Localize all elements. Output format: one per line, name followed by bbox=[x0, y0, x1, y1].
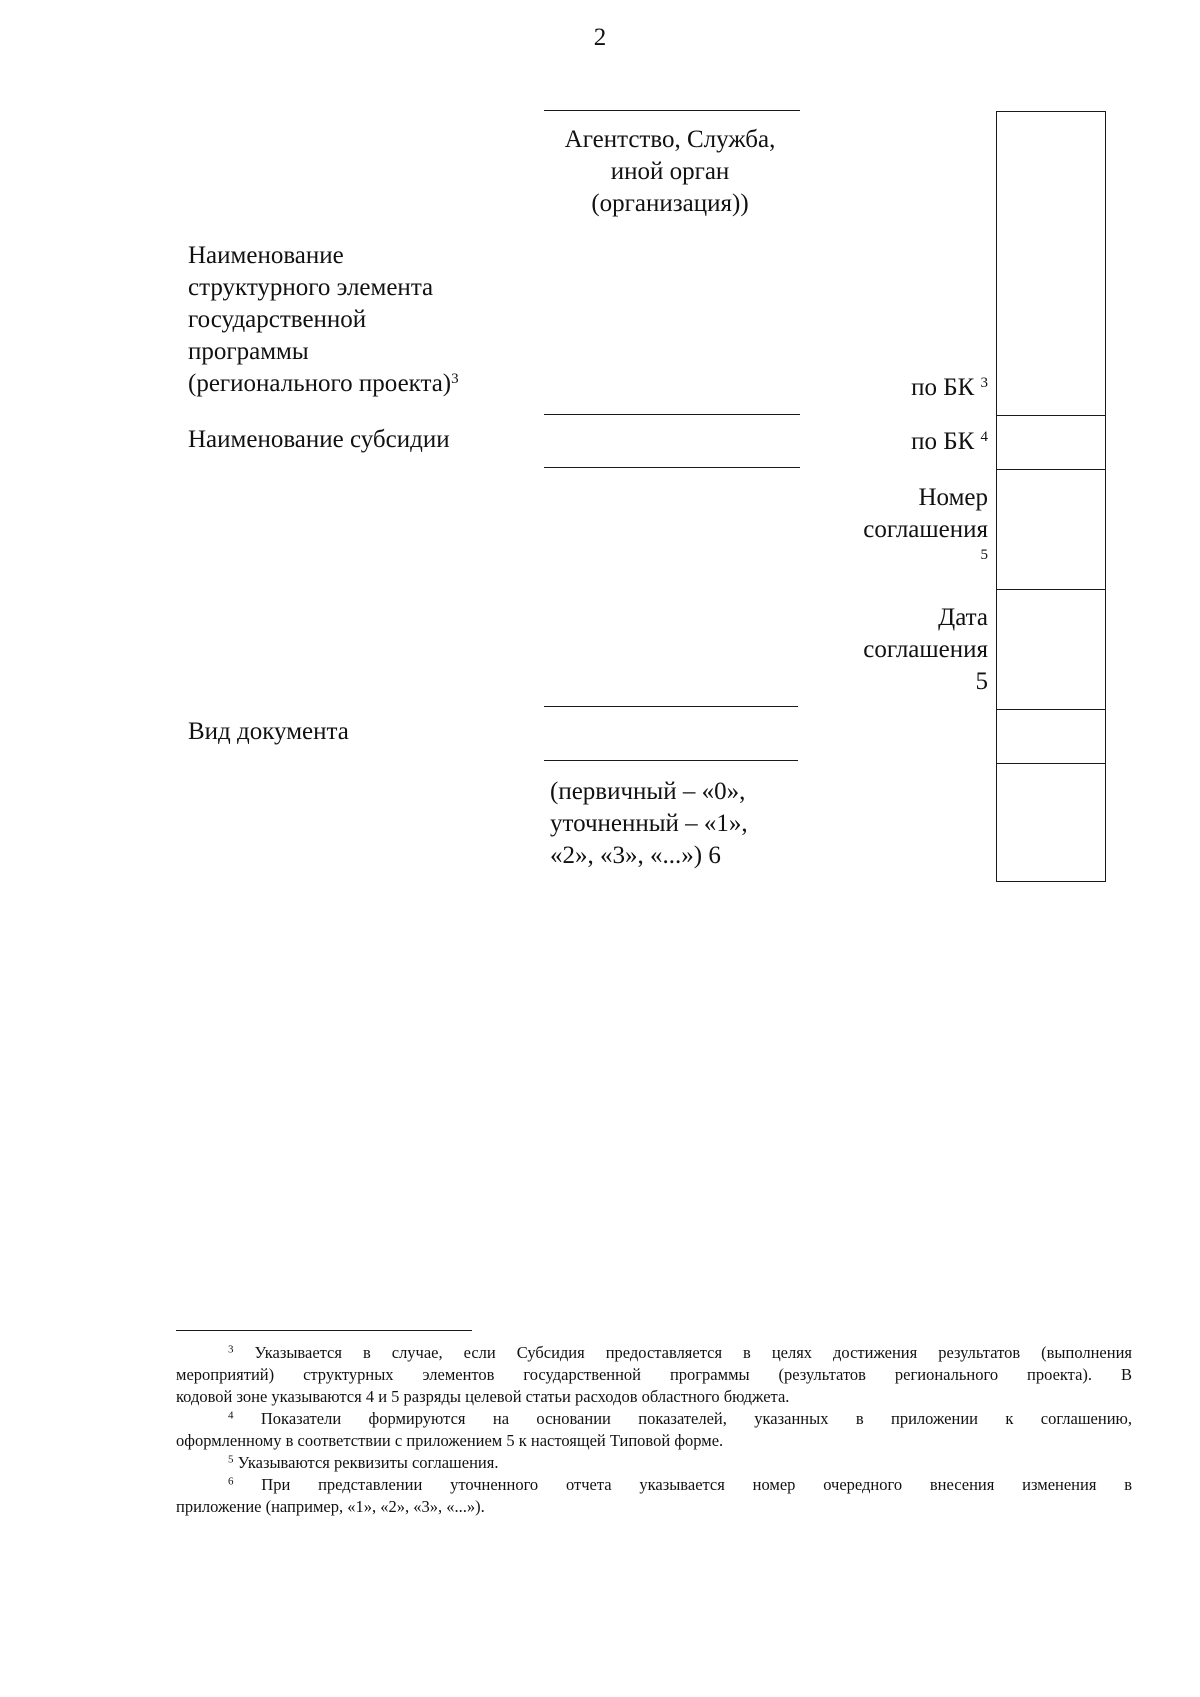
footnote-ref-5-number: 5 bbox=[980, 547, 988, 563]
bk-label-1-text: по БК bbox=[911, 374, 975, 401]
agency-caption-line-2: иной орган bbox=[610, 158, 730, 185]
footnote-3 bbox=[176, 1342, 1132, 1408]
footnote-4-text-1: Показатели формируются на основании показателей, указанных в приложении к соглашению, bbox=[260, 1409, 1132, 1428]
document-type-line bbox=[544, 760, 798, 761]
footnote-6-text-1: При представлении уточненного отчета указывается номер очередного внесения изменения в bbox=[261, 1475, 1132, 1494]
code-column bbox=[996, 111, 1106, 882]
structural-element-label bbox=[188, 240, 459, 400]
page-number: 2 bbox=[593, 24, 607, 51]
footnote-3-line-3: кодовой зоне указываются 4 и 5 разряды целевой статьи расходов областного бюджета. bbox=[176, 1387, 790, 1406]
agreement-number-label-line-1: Номер bbox=[918, 484, 988, 511]
footnote-5 bbox=[176, 1452, 1132, 1474]
footnote-4 bbox=[176, 1408, 1132, 1452]
agreement-date-label-line-1: Дата bbox=[938, 604, 988, 631]
agency-caption-line-3: (организация)) bbox=[591, 190, 749, 217]
footnote-3-line-2: мероприятий) структурных элементов государственной программы (результатов регионального проекта). В bbox=[176, 1365, 1132, 1384]
code-cell-document-type[interactable] bbox=[997, 763, 1105, 881]
footnote-6 bbox=[176, 1474, 1132, 1518]
footnote-ref-5-date: 5 bbox=[975, 668, 988, 695]
bk-label-1 bbox=[911, 372, 988, 404]
structural-element-label-text: (регионального проекта) bbox=[188, 370, 452, 397]
footnote-6-line-1 bbox=[176, 1474, 1132, 1496]
agreement-number-label bbox=[863, 482, 988, 564]
footnote-6-mark: 6 bbox=[228, 1475, 234, 1488]
footnote-ref-4-bk: 4 bbox=[980, 428, 988, 445]
footnote-separator bbox=[176, 1330, 472, 1331]
bk-label-2-text: по БК bbox=[911, 428, 975, 455]
code-cell-agreement-number[interactable] bbox=[997, 469, 1105, 590]
document-type-hint-line-1: (первичный – «0», bbox=[550, 778, 746, 805]
structural-element-label-line-3: государственной bbox=[188, 306, 367, 333]
code-cell-bk-4[interactable] bbox=[997, 415, 1105, 470]
footnote-4-line-1 bbox=[176, 1408, 1132, 1430]
footnote-5-text-1: Указываются реквизиты соглашения. bbox=[237, 1453, 499, 1472]
code-cell-blank[interactable] bbox=[997, 709, 1105, 764]
document-type-hint-line-3: «2», «3», «...») 6 bbox=[550, 842, 721, 869]
footnote-4-line-2: оформленному в соответствии с приложением 5 к настоящей Типовой форме. bbox=[176, 1431, 724, 1450]
agency-line bbox=[544, 110, 800, 111]
agreement-date-label bbox=[863, 602, 988, 698]
footnote-ref-3: 3 bbox=[451, 370, 459, 387]
structural-element-label-line-4: программы bbox=[188, 338, 309, 365]
footnote-6-line-2: приложение (например, «1», «2», «3», «...»). bbox=[176, 1497, 485, 1516]
footnote-3-text-1: Указывается в случае, если Субсидия предоставляется в целях достижения результатов (выполнения bbox=[254, 1343, 1133, 1362]
subsidy-label: Наименование субсидии bbox=[188, 426, 450, 453]
footnote-5-mark: 5 bbox=[228, 1453, 234, 1466]
document-type-hint bbox=[550, 776, 748, 872]
agency-caption-line-1: Агентство, Служба, bbox=[564, 126, 776, 153]
code-cell-agreement-date[interactable] bbox=[997, 589, 1105, 710]
footnote-3-mark: 3 bbox=[228, 1343, 234, 1356]
code-cell-bk-3[interactable] bbox=[997, 112, 1105, 416]
document-type-hint-line-2: уточненный – «1», bbox=[550, 810, 748, 837]
bk-label-2 bbox=[911, 426, 988, 458]
agreement-number-label-line-2: соглашения bbox=[863, 516, 988, 543]
document-type-top-line bbox=[544, 706, 798, 707]
structural-element-label-line-1: Наименование bbox=[188, 242, 344, 269]
subsidy-line bbox=[544, 467, 800, 468]
agreement-date-label-line-2: соглашения bbox=[863, 636, 988, 663]
structural-element-label-line-2: структурного элемента bbox=[188, 274, 434, 301]
document-type-label: Вид документа bbox=[188, 718, 349, 745]
footnote-5-line-1 bbox=[176, 1452, 1132, 1474]
structural-element-label-line-5 bbox=[188, 368, 459, 400]
footnote-4-mark: 4 bbox=[228, 1409, 234, 1422]
footnote-3-line-1 bbox=[176, 1342, 1132, 1364]
structural-element-line bbox=[544, 414, 800, 415]
footnote-ref-3-bk: 3 bbox=[980, 374, 988, 391]
footnotes bbox=[176, 1342, 1132, 1518]
